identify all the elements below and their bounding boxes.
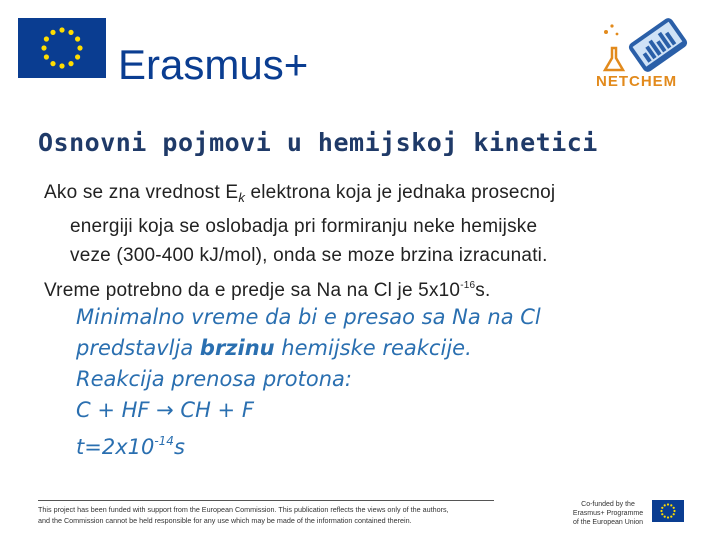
text-span: Vreme potrebno da e predje sa Na na Cl je 5x10 <box>44 280 461 301</box>
reaction-equation: C + HF → CH + F <box>76 398 254 422</box>
eu-stars-small-icon <box>652 500 684 522</box>
text-span: s. <box>475 280 491 301</box>
text-span: hemijske reakcije. <box>274 336 472 360</box>
cofunded-line: of the European Union <box>572 519 644 526</box>
blue-line: Minimalno vreme da bi e presao sa Na na Cl <box>76 305 541 329</box>
blue-line: Reakcija prenosa protona: <box>76 367 352 391</box>
text-span: s <box>173 435 185 459</box>
paragraph-line: veze (300-400 kJ/mol), onda se moze brzina izracunati. <box>70 245 548 266</box>
text-span: predstavlja <box>76 336 200 360</box>
subscript: k <box>238 190 246 205</box>
bold-term: brzinu <box>199 336 275 360</box>
erasmus-brand: Erasmus+ <box>118 41 309 88</box>
paragraph-line: energiji koja se oslobadja pri formiranju neke hemijske <box>70 216 538 237</box>
superscript: -16 <box>460 280 476 291</box>
paragraph-line <box>44 178 704 212</box>
paragraph-time <box>44 271 490 305</box>
slide-title: Osnovni pojmovi u hemijskoj kinetici <box>38 128 598 157</box>
eu-flag-logo <box>18 18 106 78</box>
eu-stars-icon <box>18 18 106 78</box>
blue-line <box>76 333 541 364</box>
cofunded-text <box>568 500 648 527</box>
footer-divider <box>38 500 494 501</box>
cofunded-line: Co-funded by the <box>581 501 635 508</box>
time-value <box>76 426 541 463</box>
footer-line: This project has been funded with support from the European Commission. This publication reflects the views only of the authors, <box>38 505 449 514</box>
netchem-label: NETCHEM <box>596 73 678 90</box>
superscript: -14 <box>154 434 174 448</box>
text-span: t=2x10 <box>76 435 155 459</box>
footer-disclaimer <box>38 504 449 526</box>
text-span: elektrona koja je jednaka prosecnoj <box>245 182 556 203</box>
blue-text-block <box>76 302 541 463</box>
footer-line: and the Commission cannot be held responsible for any use which may be made of the information contained therein. <box>38 516 412 525</box>
cofunded-line: Erasmus+ Programme <box>572 510 644 517</box>
text-span: Ako se zna vrednost E <box>44 182 239 203</box>
paragraph-energy <box>44 178 704 270</box>
eu-flag-small-logo <box>652 500 684 522</box>
